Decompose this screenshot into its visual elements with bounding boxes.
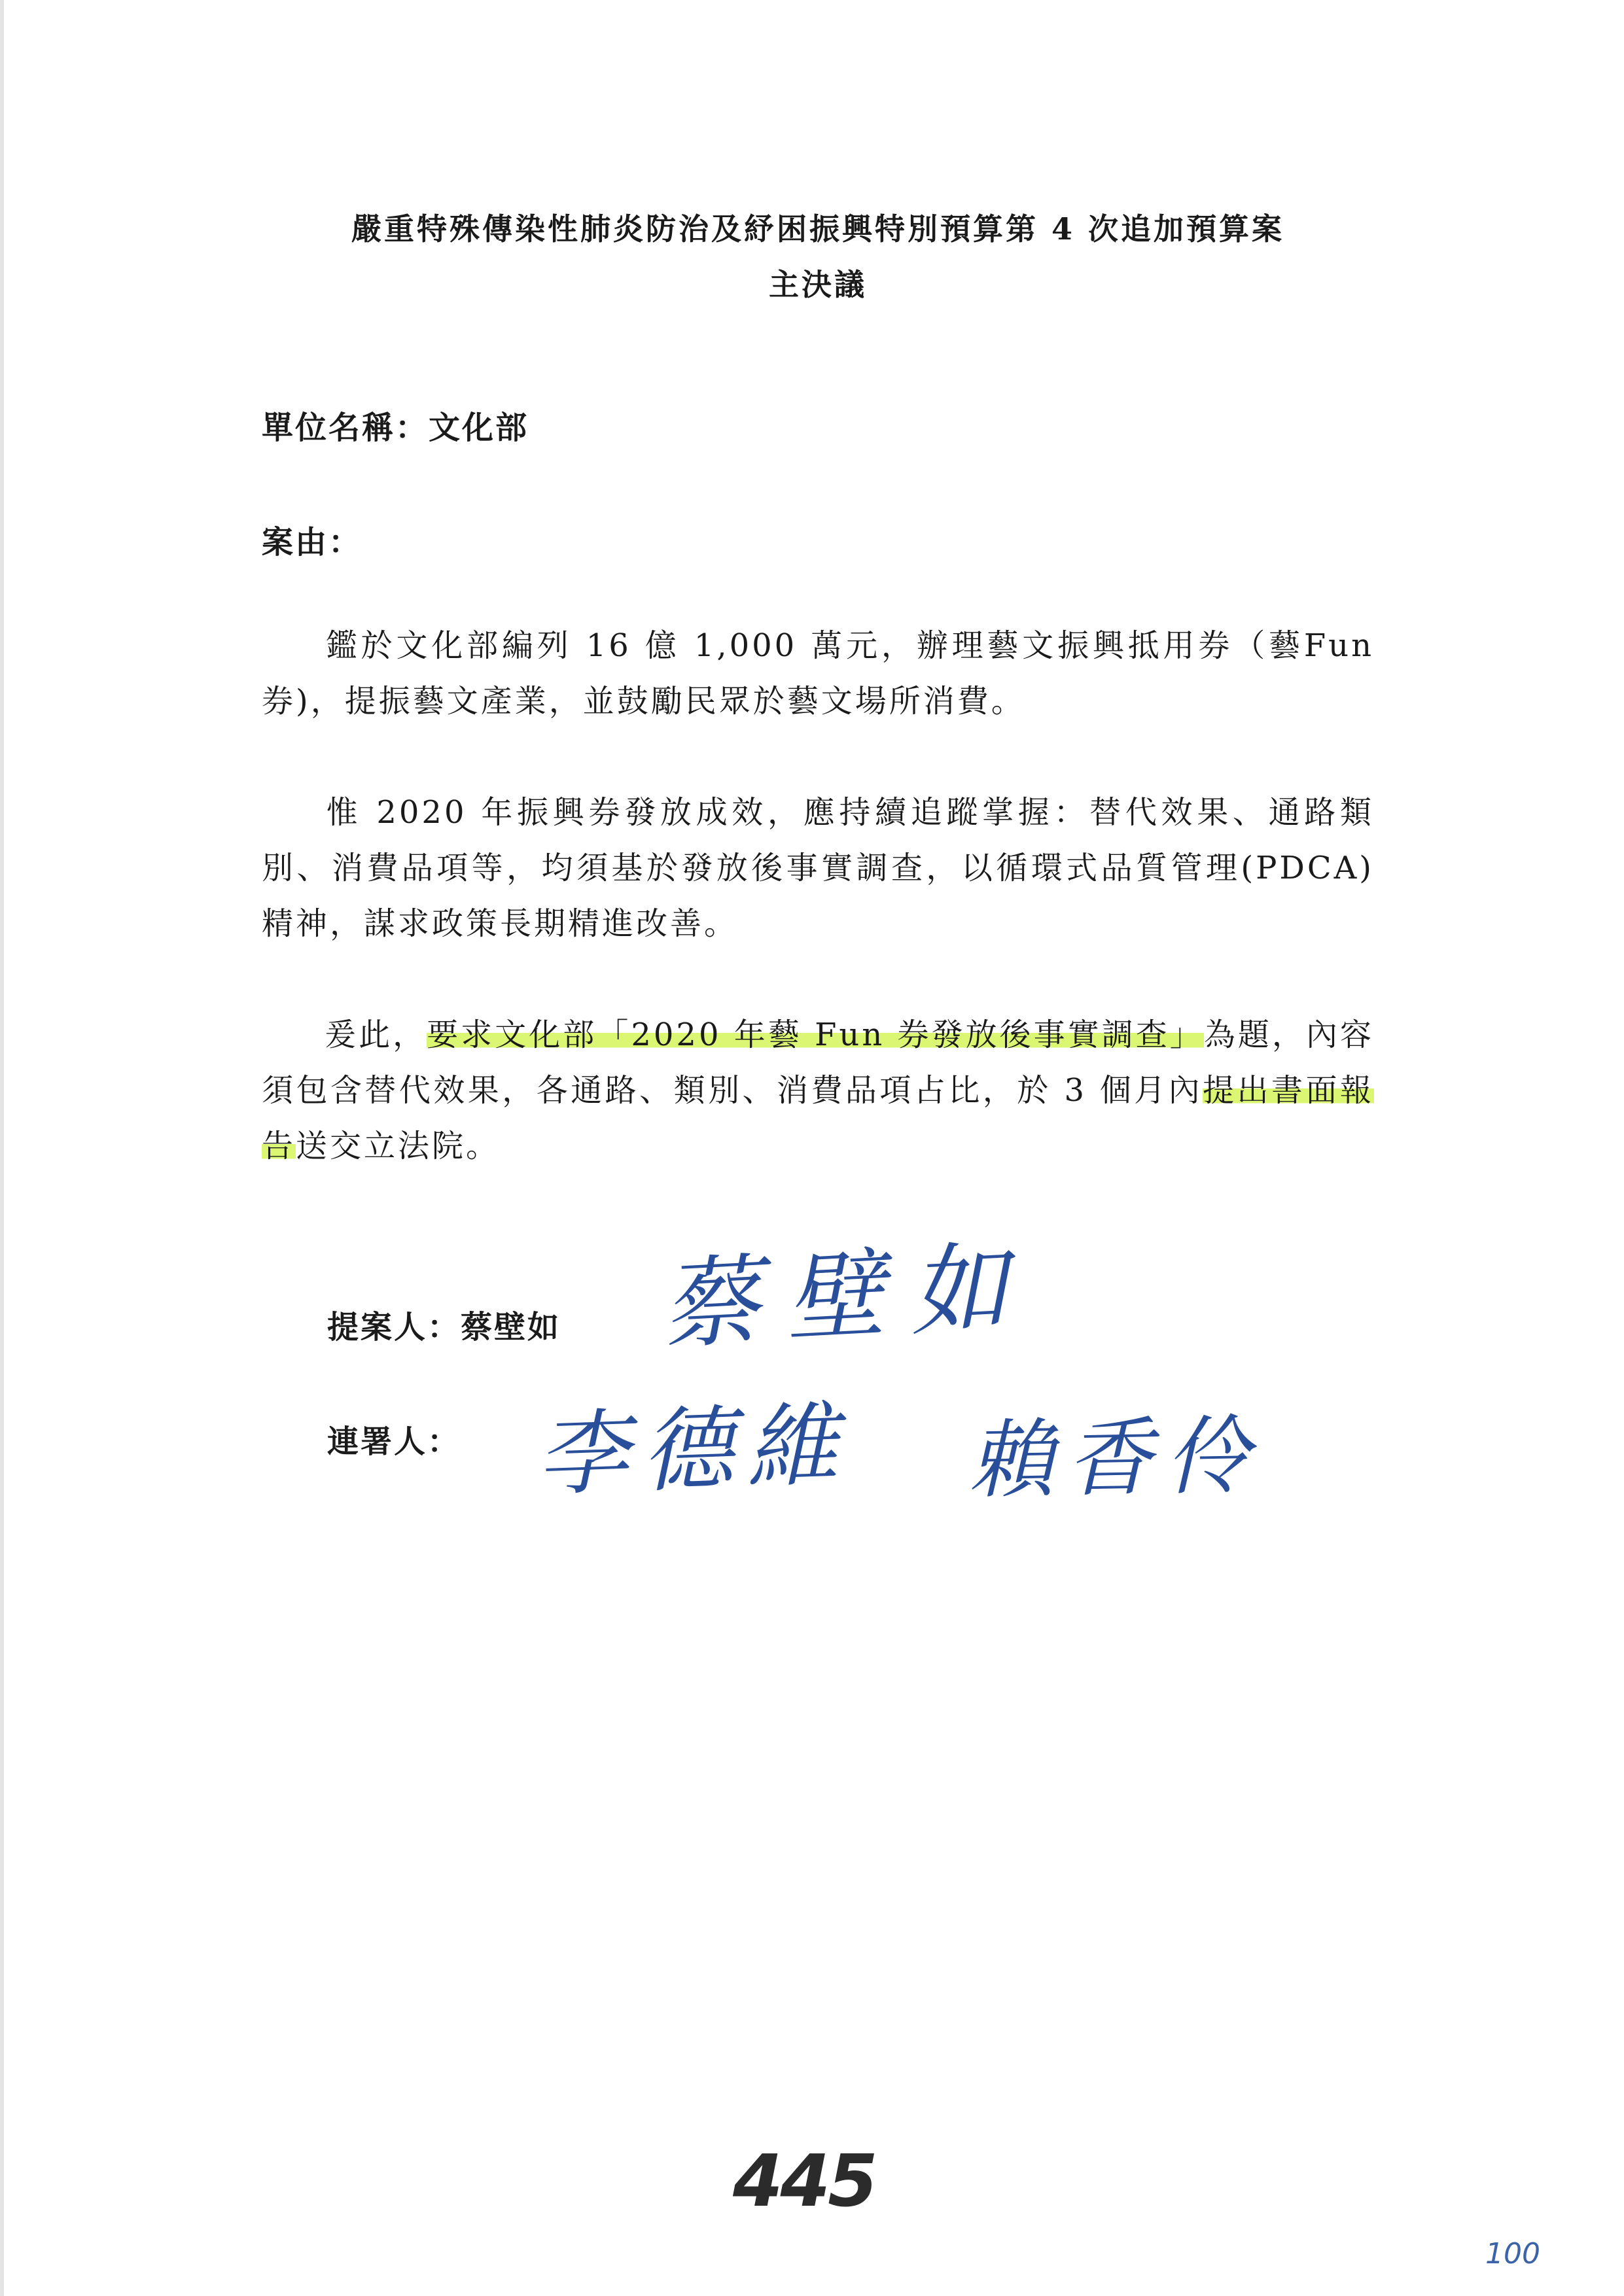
paragraph-2-text: 惟 2020 年振興券發放成效，應持續追蹤掌握：替代效果、通路類別、消費品項等，均須基於發放後事實調查，以循環式品質管理(PDCA)精神，謀求政策長期精進改善。 [262, 794, 1374, 942]
paragraph-3 [262, 1007, 1374, 1174]
highlighted-text-1: 要求文化部「2020 年藝 Fun 券發放後事實調查」 [427, 1017, 1204, 1053]
page-number: 445 [733, 2139, 875, 2223]
paragraph-3-suffix: 送交立法院。 [296, 1128, 501, 1164]
paragraph-3-middle: 為題，內容須包含替代效果，各通路、類別、消費品項占比，於 3 個月內 [262, 1017, 1374, 1109]
paragraph-2 [262, 785, 1374, 952]
corner-note: 100 [1485, 2237, 1540, 2270]
document-title: 嚴重特殊傳染性肺炎防治及紓困振興特別預算第 4 次追加預算案 [351, 211, 1285, 247]
proposer-signature: 蔡壁如 [658, 1230, 1037, 1363]
reason-label: 案由： [262, 524, 362, 561]
proposer-label: 提案人：蔡壁如 [327, 1309, 561, 1346]
paragraph-1 [262, 618, 1374, 729]
document-subtitle: 主決議 [769, 267, 867, 302]
paragraph-3-prefix: 爰此， [325, 1017, 427, 1053]
cosigner-label: 連署人： [327, 1423, 461, 1460]
highlighted-text-2: 提出書面報告 [262, 1072, 1374, 1164]
cosigner-signature-1: 李德維 [535, 1391, 853, 1510]
unit-name: 單位名稱：文化部 [262, 409, 529, 446]
scan-edge [0, 0, 4, 2296]
paragraph-1-text: 鑑於文化部編列 16 億 1,000 萬元，辦理藝文振興抵用券（藝Fun 券)，提振藝文產業，並鼓勵民眾於藝文場所消費。 [262, 627, 1374, 720]
cosigner-signature-2: 賴香伶 [967, 1406, 1264, 1510]
